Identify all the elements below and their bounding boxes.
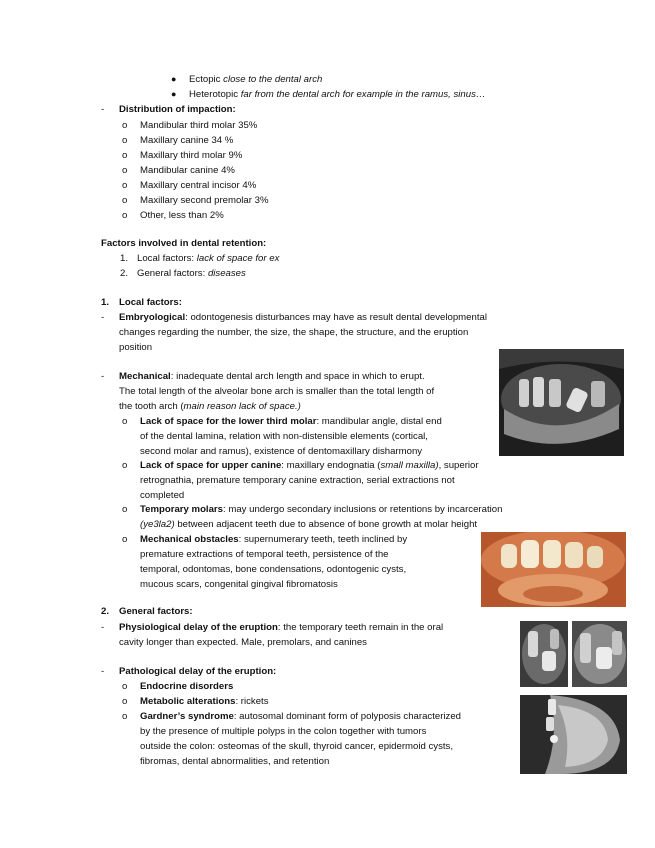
distribution-item: Maxillary third molar 9% (140, 150, 243, 161)
section-number: 1. (101, 297, 110, 308)
obstacles-line: premature extractions of temporal teeth, persistence of the (140, 549, 389, 560)
circle-bullet-icon: o (122, 504, 128, 515)
pathological-heading: Pathological delay of the eruption: (119, 666, 277, 677)
metabolic-line: Metabolic alterations: rickets (140, 696, 269, 707)
circle-bullet-icon: o (122, 210, 128, 221)
xray-gardner-image (520, 695, 627, 774)
factors-heading: Factors involved in dental retention: (101, 238, 267, 249)
distribution-item: Maxillary central incisor 4% (140, 180, 257, 191)
bullet-dot-icon: ● (171, 74, 177, 84)
factor-local: Local factors: lack of space for ex (137, 253, 280, 264)
lower-molar-line: second molar and ramus), existence of dentomaxillary disharmony (140, 446, 423, 457)
mechanical-line: the tooth arch (main reason lack of space.) (119, 401, 301, 412)
circle-bullet-icon: o (122, 120, 128, 131)
upper-canine-line: completed (140, 490, 185, 501)
circle-bullet-icon: o (122, 681, 128, 692)
obstacles-line: mucous scars, congenital gingival fibromatosis (140, 579, 338, 590)
circle-bullet-icon: o (122, 135, 128, 146)
ectopic-line: Ectopic close to the dental arch (189, 74, 323, 85)
obstacles-line: Mechanical obstacles: supernumerary teeth, teeth inclined by (140, 534, 408, 545)
embryological-line: changes regarding the number, the size, the shape, the structure, and the eruption (119, 327, 469, 338)
dash-bullet: - (101, 622, 105, 633)
circle-bullet-icon: o (122, 150, 128, 161)
upper-canine-line: Lack of space for upper canine: maxillary endognatia (small maxilla), superior (140, 460, 479, 471)
circle-bullet-icon: o (122, 711, 128, 722)
circle-bullet-icon: o (122, 165, 128, 176)
endocrine-line: Endocrine disorders (140, 681, 234, 692)
distribution-item: Maxillary canine 34 % (140, 135, 234, 146)
physiological-line: cavity longer than expected. Male, premolars, and canines (119, 637, 367, 648)
distribution-item: Mandibular third molar 35% (140, 120, 258, 131)
list-number: 2. (120, 268, 129, 279)
list-number: 1. (120, 253, 129, 264)
mechanical-line: The total length of the alveolar bone arch is smaller than the total length of (119, 386, 435, 397)
distribution-item: Maxillary second premolar 3% (140, 195, 269, 206)
clinical-photo-upper-teeth (481, 532, 626, 607)
upper-canine-line: retrognathia, premature temporary canine extraction, serial extractions not (140, 475, 455, 486)
local-factors-heading: Local factors: (119, 297, 182, 308)
circle-bullet-icon: o (122, 696, 128, 707)
gardner-line: outside the colon: osteomas of the skull, thyroid cancer, epidermoid cysts, (140, 741, 454, 752)
xray-small-right (572, 621, 627, 687)
dash-bullet: - (101, 104, 105, 115)
circle-bullet-icon: o (122, 534, 128, 545)
temporary-molars-line: Temporary molars: may undergo secondary inclusions or retentions by incarceration (140, 504, 503, 515)
circle-bullet-icon: o (122, 195, 128, 206)
lower-molar-line: of the dental lamina, relation with non-distensible elements (cortical, (140, 431, 428, 442)
temporary-molars-line: (ye3la2) between adjacent teeth due to absence of bone growth at molar height (140, 519, 478, 530)
gardner-line: Gardner’s syndrome: autosomal dominant form of polyposis characterized (140, 711, 462, 722)
circle-bullet-icon: o (122, 460, 128, 471)
dash-bullet: - (101, 371, 105, 382)
distribution-item: Mandibular canine 4% (140, 165, 235, 176)
xray-small-left (520, 621, 568, 687)
bullet-dot-icon: ● (171, 89, 177, 99)
physiological-line: Physiological delay of the eruption: the temporary teeth remain in the oral (119, 622, 444, 633)
mechanical-line: Mechanical: inadequate dental arch length and space in which to erupt. (119, 371, 425, 382)
distribution-heading: Distribution of impaction: (119, 104, 236, 115)
general-factors-heading: General factors: (119, 606, 193, 617)
factor-general: General factors: diseases (137, 268, 246, 279)
circle-bullet-icon: o (122, 416, 128, 427)
circle-bullet-icon: o (122, 180, 128, 191)
section-number: 2. (101, 606, 110, 617)
embryological-line: Embryological: odontogenesis disturbances may have as result dental developmental (119, 312, 487, 323)
gardner-line: fibromas, dental abnormalities, and retention (140, 756, 330, 767)
embryological-line: position (119, 342, 153, 353)
dash-bullet: - (101, 312, 105, 323)
dash-bullet: - (101, 666, 105, 677)
xray-lower-molar-image (499, 349, 624, 456)
distribution-item: Other, less than 2% (140, 210, 224, 221)
heterotopic-line: Heterotopic far from the dental arch for example in the ramus, sinus… (189, 89, 486, 100)
obstacles-line: temporal, odontomas, bone condensations, odontogenic cysts, (140, 564, 407, 575)
lower-molar-line: Lack of space for the lower third molar: mandibular angle, distal end (140, 416, 442, 427)
gardner-line: by the presence of multiple polyps in the colon together with tumors (140, 726, 427, 737)
